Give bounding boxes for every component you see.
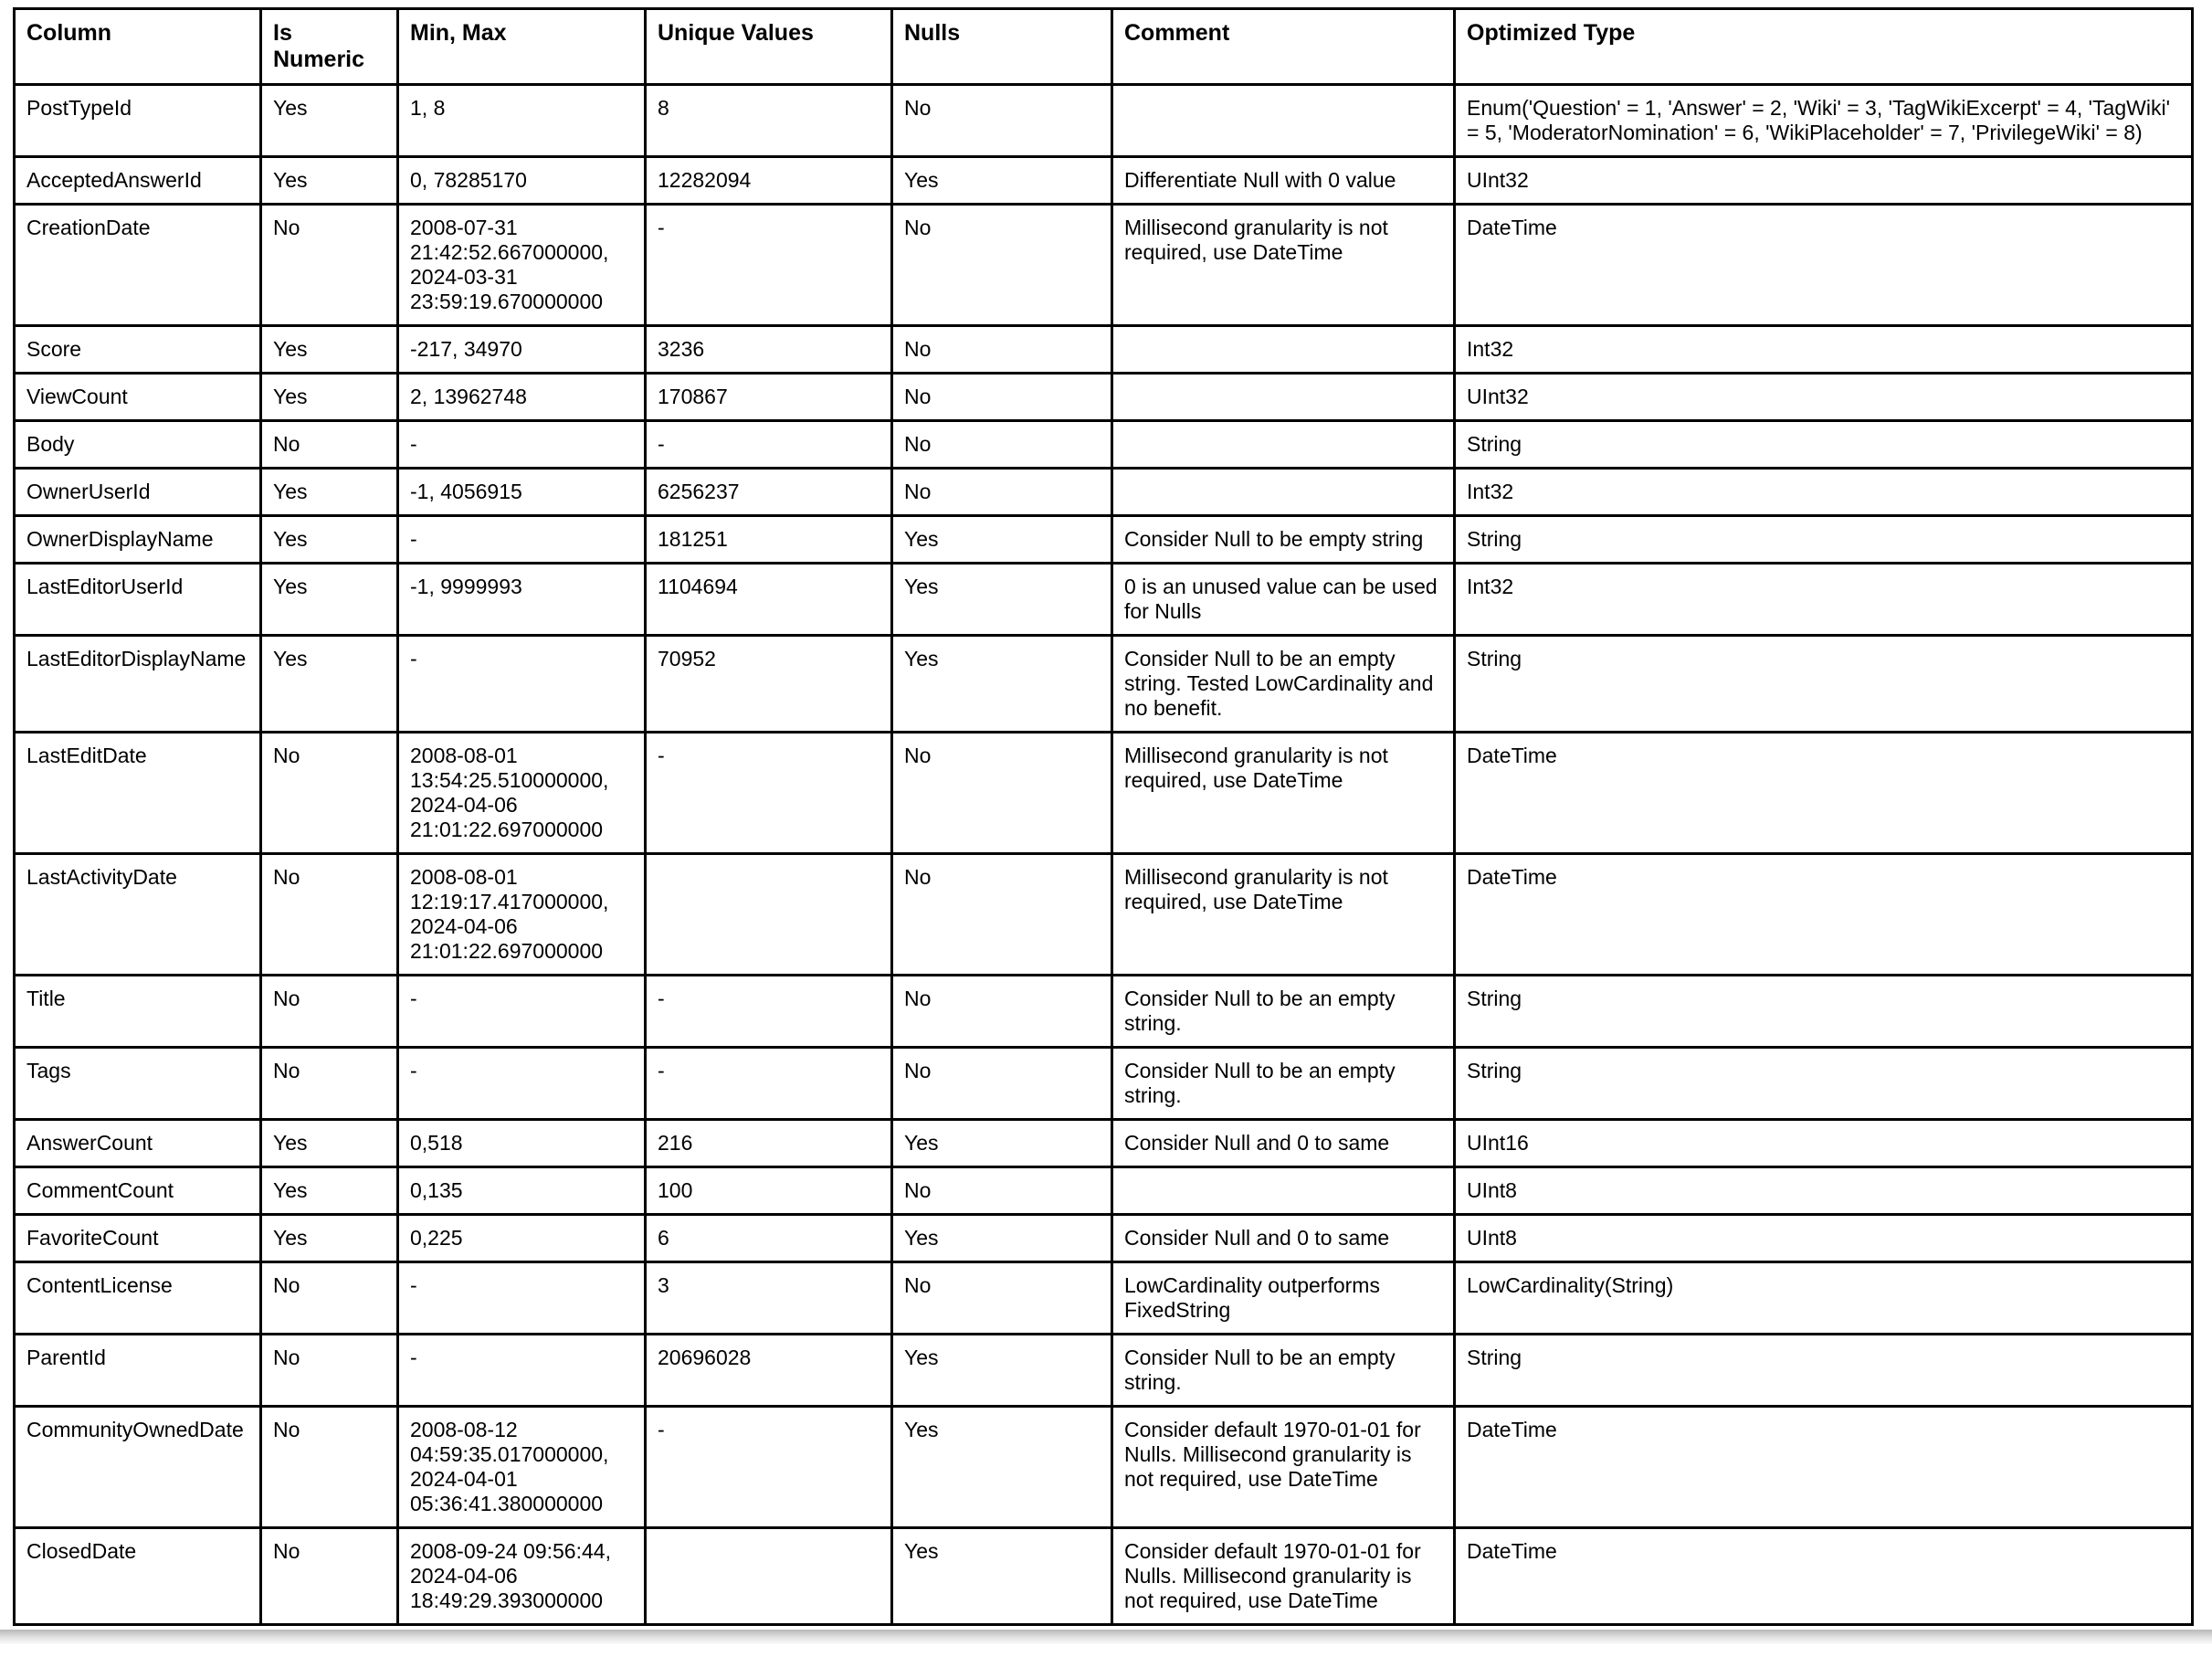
cell-nulls: No <box>892 1167 1112 1215</box>
cell-optimized-type: String <box>1455 976 2193 1048</box>
cell-column: LastEditDate <box>15 733 261 854</box>
cell-comment: Consider Null to be an empty string. <box>1112 976 1455 1048</box>
cell-optimized-type: DateTime <box>1455 1407 2193 1528</box>
cell-optimized-type: Int32 <box>1455 564 2193 636</box>
cell-min-max: - <box>398 1048 646 1120</box>
table-row <box>15 1335 2193 1407</box>
cell-column: OwnerDisplayName <box>15 516 261 564</box>
cell-comment: Consider default 1970-01-01 for Nulls. Millisecond granularity is not required, use DateTime <box>1112 1407 1455 1528</box>
cell-is-numeric: No <box>261 1262 398 1335</box>
table-row <box>15 516 2193 564</box>
cell-min-max: 0, 78285170 <box>398 157 646 205</box>
cell-unique-values: - <box>646 733 892 854</box>
cell-unique-values <box>646 854 892 976</box>
cell-unique-values: 12282094 <box>646 157 892 205</box>
cell-optimized-type: DateTime <box>1455 733 2193 854</box>
cell-is-numeric: Yes <box>261 516 398 564</box>
cell-unique-values: 3 <box>646 1262 892 1335</box>
cell-nulls: Yes <box>892 636 1112 733</box>
cell-column: ParentId <box>15 1335 261 1407</box>
cell-unique-values: 170867 <box>646 374 892 421</box>
cell-is-numeric: Yes <box>261 1215 398 1262</box>
cell-min-max: - <box>398 1335 646 1407</box>
table-row <box>15 326 2193 374</box>
page-bottom-shadow <box>0 1630 2212 1644</box>
cell-column: CommunityOwnedDate <box>15 1407 261 1528</box>
cell-min-max: -1, 9999993 <box>398 564 646 636</box>
cell-min-max: - <box>398 421 646 469</box>
cell-nulls: No <box>892 733 1112 854</box>
cell-column: ContentLicense <box>15 1262 261 1335</box>
cell-min-max: 2, 13962748 <box>398 374 646 421</box>
cell-nulls: No <box>892 205 1112 326</box>
cell-column: Score <box>15 326 261 374</box>
cell-optimized-type: Int32 <box>1455 469 2193 516</box>
cell-min-max: 2008-09-24 09:56:44, 2024-04-06 18:49:29.393000000 <box>398 1528 646 1625</box>
header-is-numeric: Is Numeric <box>261 9 398 85</box>
cell-comment <box>1112 85 1455 157</box>
table-row <box>15 1120 2193 1167</box>
cell-unique-values: 6256237 <box>646 469 892 516</box>
cell-nulls: Yes <box>892 516 1112 564</box>
cell-column: LastEditorUserId <box>15 564 261 636</box>
table-row <box>15 469 2193 516</box>
table-row <box>15 1528 2193 1625</box>
cell-nulls: No <box>892 976 1112 1048</box>
cell-optimized-type: UInt8 <box>1455 1215 2193 1262</box>
cell-column: PostTypeId <box>15 85 261 157</box>
cell-comment: Consider default 1970-01-01 for Nulls. Millisecond granularity is not required, use DateTime <box>1112 1528 1455 1625</box>
header-comment: Comment <box>1112 9 1455 85</box>
table-body <box>15 85 2193 1625</box>
cell-column: CreationDate <box>15 205 261 326</box>
cell-nulls: No <box>892 469 1112 516</box>
cell-comment: Millisecond granularity is not required, use DateTime <box>1112 733 1455 854</box>
table-row <box>15 1215 2193 1262</box>
cell-comment: Consider Null and 0 to same <box>1112 1120 1455 1167</box>
cell-is-numeric: Yes <box>261 1120 398 1167</box>
cell-unique-values: 1104694 <box>646 564 892 636</box>
cell-is-numeric: No <box>261 733 398 854</box>
cell-comment: Consider Null to be an empty string. <box>1112 1335 1455 1407</box>
cell-is-numeric: Yes <box>261 469 398 516</box>
cell-comment: Consider Null to be empty string <box>1112 516 1455 564</box>
cell-optimized-type: UInt32 <box>1455 374 2193 421</box>
cell-unique-values: 3236 <box>646 326 892 374</box>
cell-optimized-type: Enum('Question' = 1, 'Answer' = 2, 'Wiki' = 3, 'TagWikiExcerpt' = 4, 'TagWiki' = 5, 'ModeratorNomination' = 6, 'WikiPlaceholder' = 7, 'PrivilegeWiki' = 8) <box>1455 85 2193 157</box>
cell-comment: Millisecond granularity is not required, use DateTime <box>1112 205 1455 326</box>
cell-min-max: 2008-07-31 21:42:52.667000000, 2024-03-31 23:59:19.670000000 <box>398 205 646 326</box>
cell-optimized-type: Int32 <box>1455 326 2193 374</box>
cell-column: Body <box>15 421 261 469</box>
cell-optimized-type: String <box>1455 516 2193 564</box>
cell-is-numeric: Yes <box>261 326 398 374</box>
cell-min-max: - <box>398 636 646 733</box>
cell-is-numeric: Yes <box>261 157 398 205</box>
cell-min-max: -217, 34970 <box>398 326 646 374</box>
cell-unique-values: - <box>646 205 892 326</box>
cell-nulls: Yes <box>892 1215 1112 1262</box>
cell-unique-values: - <box>646 976 892 1048</box>
table-header <box>15 9 2193 85</box>
cell-unique-values: 6 <box>646 1215 892 1262</box>
cell-column: Title <box>15 976 261 1048</box>
cell-is-numeric: No <box>261 1335 398 1407</box>
table-row <box>15 1167 2193 1215</box>
cell-optimized-type: UInt32 <box>1455 157 2193 205</box>
cell-is-numeric: No <box>261 976 398 1048</box>
schema-table <box>13 7 2194 1626</box>
table-row <box>15 636 2193 733</box>
cell-min-max: - <box>398 976 646 1048</box>
table-row <box>15 733 2193 854</box>
cell-nulls: Yes <box>892 1335 1112 1407</box>
cell-comment <box>1112 326 1455 374</box>
cell-optimized-type: String <box>1455 1048 2193 1120</box>
cell-is-numeric: No <box>261 1048 398 1120</box>
cell-min-max: 2008-08-01 13:54:25.510000000, 2024-04-06 21:01:22.697000000 <box>398 733 646 854</box>
cell-nulls: No <box>892 1048 1112 1120</box>
cell-nulls: Yes <box>892 1528 1112 1625</box>
cell-optimized-type: String <box>1455 421 2193 469</box>
cell-is-numeric: No <box>261 205 398 326</box>
cell-unique-values: - <box>646 1048 892 1120</box>
cell-comment: Differentiate Null with 0 value <box>1112 157 1455 205</box>
cell-is-numeric: Yes <box>261 374 398 421</box>
cell-is-numeric: No <box>261 421 398 469</box>
cell-column: AcceptedAnswerId <box>15 157 261 205</box>
cell-column: OwnerUserId <box>15 469 261 516</box>
cell-optimized-type: DateTime <box>1455 854 2193 976</box>
cell-comment: Millisecond granularity is not required, use DateTime <box>1112 854 1455 976</box>
cell-comment: 0 is an unused value can be used for Nulls <box>1112 564 1455 636</box>
cell-min-max: - <box>398 1262 646 1335</box>
cell-nulls: No <box>892 374 1112 421</box>
cell-unique-values: - <box>646 421 892 469</box>
cell-is-numeric: Yes <box>261 1167 398 1215</box>
cell-is-numeric: Yes <box>261 564 398 636</box>
cell-min-max: 1, 8 <box>398 85 646 157</box>
cell-unique-values: 100 <box>646 1167 892 1215</box>
header-optimized-type: Optimized Type <box>1455 9 2193 85</box>
header-nulls: Nulls <box>892 9 1112 85</box>
cell-nulls: No <box>892 1262 1112 1335</box>
cell-optimized-type: DateTime <box>1455 1528 2193 1625</box>
cell-is-numeric: No <box>261 1407 398 1528</box>
cell-comment: LowCardinality outperforms FixedString <box>1112 1262 1455 1335</box>
cell-unique-values: - <box>646 1407 892 1528</box>
cell-column: AnswerCount <box>15 1120 261 1167</box>
header-column: Column <box>15 9 261 85</box>
table-row <box>15 976 2193 1048</box>
cell-comment: Consider Null to be an empty string. <box>1112 1048 1455 1120</box>
cell-min-max: 2008-08-01 12:19:17.417000000, 2024-04-06 21:01:22.697000000 <box>398 854 646 976</box>
cell-nulls: No <box>892 326 1112 374</box>
table-row <box>15 374 2193 421</box>
table-row <box>15 205 2193 326</box>
cell-is-numeric: No <box>261 1528 398 1625</box>
cell-nulls: No <box>892 854 1112 976</box>
cell-comment <box>1112 469 1455 516</box>
cell-min-max: 0,135 <box>398 1167 646 1215</box>
header-row <box>15 9 2193 85</box>
cell-optimized-type: LowCardinality(String) <box>1455 1262 2193 1335</box>
cell-nulls: Yes <box>892 1407 1112 1528</box>
cell-min-max: 0,518 <box>398 1120 646 1167</box>
cell-comment <box>1112 374 1455 421</box>
cell-is-numeric: Yes <box>261 636 398 733</box>
table-row <box>15 564 2193 636</box>
cell-unique-values: 70952 <box>646 636 892 733</box>
cell-optimized-type: UInt8 <box>1455 1167 2193 1215</box>
cell-nulls: No <box>892 421 1112 469</box>
cell-column: ClosedDate <box>15 1528 261 1625</box>
table-row <box>15 854 2193 976</box>
cell-is-numeric: Yes <box>261 85 398 157</box>
table-row <box>15 85 2193 157</box>
header-unique-values: Unique Values <box>646 9 892 85</box>
cell-unique-values: 20696028 <box>646 1335 892 1407</box>
table-row <box>15 1262 2193 1335</box>
cell-comment <box>1112 421 1455 469</box>
cell-comment <box>1112 1167 1455 1215</box>
cell-column: CommentCount <box>15 1167 261 1215</box>
cell-column: LastActivityDate <box>15 854 261 976</box>
cell-is-numeric: No <box>261 854 398 976</box>
cell-unique-values <box>646 1528 892 1625</box>
cell-comment: Consider Null to be an empty string. Tested LowCardinality and no benefit. <box>1112 636 1455 733</box>
cell-column: Tags <box>15 1048 261 1120</box>
cell-column: LastEditorDisplayName <box>15 636 261 733</box>
table-row <box>15 421 2193 469</box>
cell-min-max: -1, 4056915 <box>398 469 646 516</box>
table-row <box>15 1407 2193 1528</box>
cell-min-max: 0,225 <box>398 1215 646 1262</box>
cell-min-max: - <box>398 516 646 564</box>
cell-nulls: Yes <box>892 564 1112 636</box>
cell-column: FavoriteCount <box>15 1215 261 1262</box>
cell-optimized-type: UInt16 <box>1455 1120 2193 1167</box>
cell-min-max: 2008-08-12 04:59:35.017000000, 2024-04-01 05:36:41.380000000 <box>398 1407 646 1528</box>
cell-column: ViewCount <box>15 374 261 421</box>
cell-unique-values: 216 <box>646 1120 892 1167</box>
cell-optimized-type: DateTime <box>1455 205 2193 326</box>
cell-unique-values: 8 <box>646 85 892 157</box>
table-row <box>15 157 2193 205</box>
cell-comment: Consider Null and 0 to same <box>1112 1215 1455 1262</box>
cell-nulls: Yes <box>892 157 1112 205</box>
header-min-max: Min, Max <box>398 9 646 85</box>
table-row <box>15 1048 2193 1120</box>
cell-unique-values: 181251 <box>646 516 892 564</box>
cell-nulls: Yes <box>892 1120 1112 1167</box>
cell-optimized-type: String <box>1455 1335 2193 1407</box>
cell-nulls: No <box>892 85 1112 157</box>
cell-optimized-type: String <box>1455 636 2193 733</box>
